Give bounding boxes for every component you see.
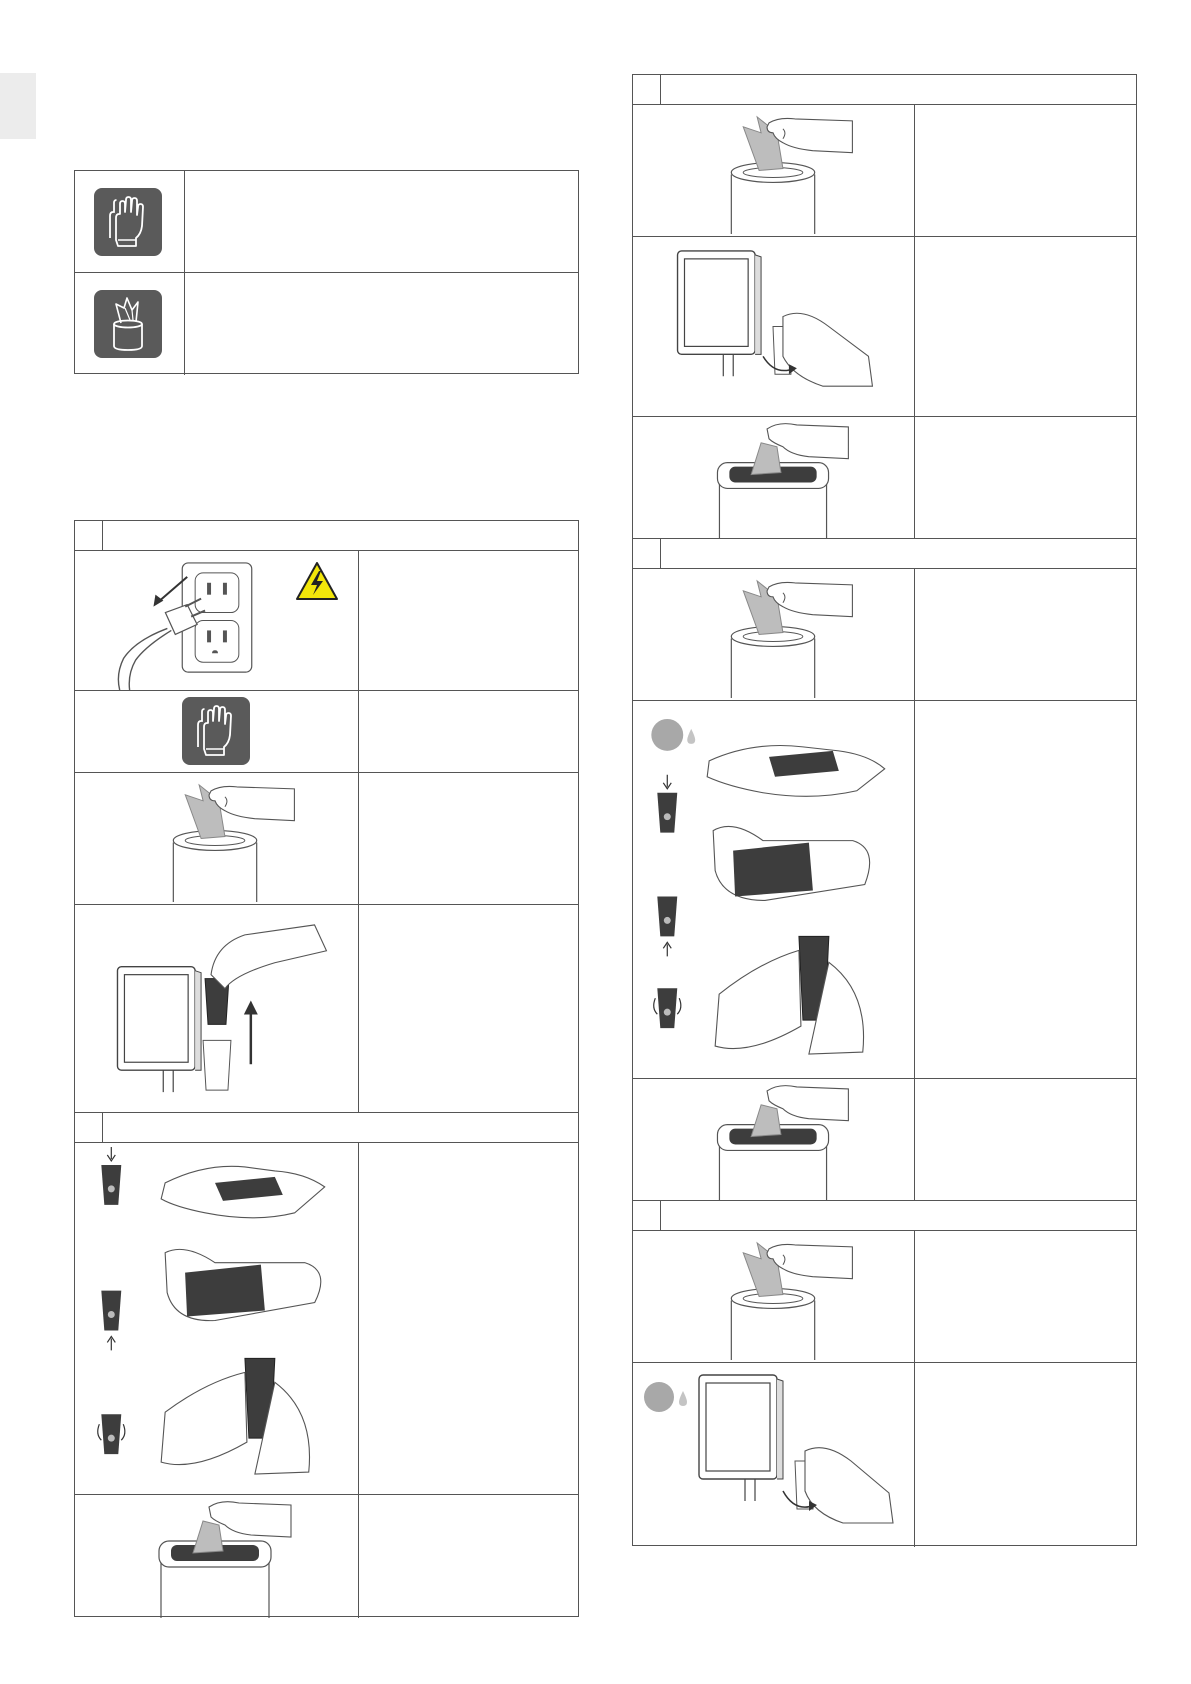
section-header bbox=[75, 521, 578, 551]
wipe-bin-illustration bbox=[159, 1502, 291, 1618]
arrow-up-icon bbox=[244, 1001, 258, 1065]
section-number-cell bbox=[75, 521, 103, 550]
symbol-cell bbox=[75, 171, 185, 272]
gloves-icon bbox=[94, 188, 162, 256]
step-row-wipe-holder bbox=[633, 237, 1136, 417]
symbol-cell bbox=[75, 273, 185, 375]
step-illustration bbox=[633, 417, 914, 538]
step-row-clean-cup bbox=[633, 701, 1136, 1079]
step-illustration bbox=[75, 691, 358, 772]
section-header bbox=[75, 1113, 578, 1143]
procedure-table-right bbox=[632, 74, 1137, 1546]
cup-outline bbox=[203, 1040, 231, 1090]
section-number-cell bbox=[75, 1113, 103, 1142]
step-illustration bbox=[633, 105, 914, 236]
step-illustration bbox=[633, 1231, 914, 1362]
step-illustration bbox=[633, 569, 914, 700]
symbol-row-wipes bbox=[75, 273, 578, 375]
step-row-take-wipe bbox=[633, 105, 1136, 237]
monitor-illustration bbox=[117, 967, 201, 1092]
procedure-table-left bbox=[74, 520, 579, 1617]
wet-indicator bbox=[644, 1382, 687, 1412]
step-illustration bbox=[75, 905, 358, 1112]
section-number-cell bbox=[633, 539, 661, 568]
step-illustration bbox=[633, 1363, 914, 1547]
step-illustration bbox=[75, 1495, 358, 1618]
wipes-container-icon bbox=[94, 290, 162, 358]
water-drop-icon bbox=[679, 1391, 687, 1406]
wipe-tub-illustration bbox=[173, 785, 294, 902]
step-row-take-wipe bbox=[75, 773, 578, 905]
electrical-hazard-warning-icon bbox=[295, 561, 339, 601]
step-row-dispose-wipe bbox=[75, 1495, 578, 1618]
water-drop-icon bbox=[687, 729, 695, 744]
step-illustration bbox=[75, 773, 358, 904]
section-header bbox=[633, 1201, 1136, 1231]
step-row-take-wipe bbox=[633, 1231, 1136, 1363]
page-tab-marker bbox=[0, 73, 36, 139]
step-row-dispose-wipe bbox=[633, 417, 1136, 539]
step-row-dispose-wipe bbox=[633, 1079, 1136, 1201]
step-row-wipe-holder-wet bbox=[633, 1363, 1136, 1547]
symbol-table bbox=[74, 170, 579, 374]
section-header bbox=[633, 75, 1136, 105]
section-number-cell bbox=[633, 75, 661, 104]
gloves-icon bbox=[182, 697, 250, 765]
section-number-cell bbox=[633, 1201, 661, 1230]
step-illustration bbox=[633, 237, 914, 416]
section-header bbox=[633, 539, 1136, 569]
step-illustration bbox=[633, 1079, 914, 1200]
step-row-take-wipe bbox=[633, 569, 1136, 701]
step-row-gloves bbox=[75, 691, 578, 773]
step-row-unplug bbox=[75, 551, 578, 691]
step-illustration bbox=[75, 1143, 358, 1494]
symbol-row-gloves bbox=[75, 171, 578, 273]
step-row-remove-cup bbox=[75, 905, 578, 1113]
step-row-clean-cup bbox=[75, 1143, 578, 1495]
wet-indicator bbox=[651, 719, 695, 751]
step-illustration bbox=[633, 701, 914, 1078]
